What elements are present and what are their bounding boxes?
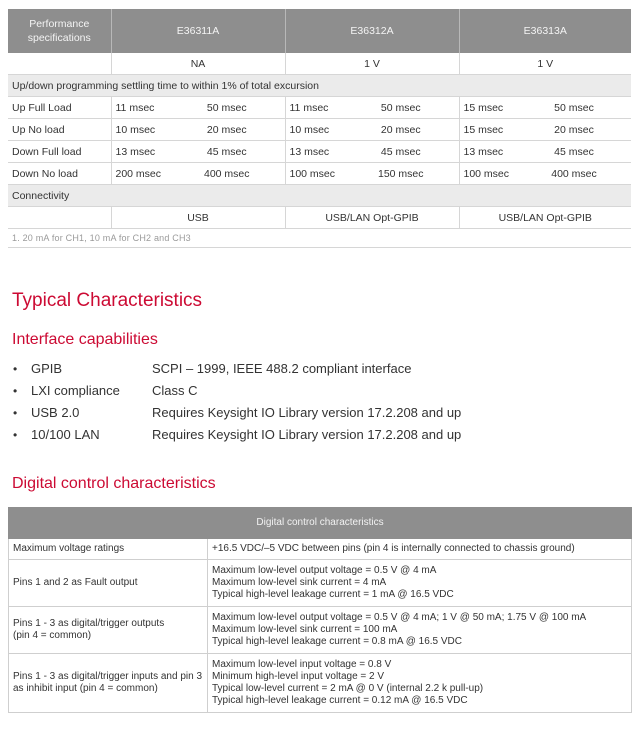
rating-cell: NA	[111, 53, 285, 75]
row-label	[9, 654, 208, 713]
table-cell: 45 msec	[343, 141, 459, 163]
row-label	[9, 539, 208, 560]
table-cell: 15 msec	[459, 119, 517, 141]
performance-spec-table	[8, 9, 631, 248]
table-cell: 100 msec	[285, 163, 343, 185]
value-line: Maximum low-level sink current = 100 mA	[212, 624, 398, 635]
row-value	[208, 607, 632, 654]
table-row	[9, 607, 632, 654]
interface-value: SCPI – 1999, IEEE 488.2 compliant interface	[152, 361, 412, 376]
table-cell: 200 msec	[111, 163, 169, 185]
settling-section-row	[8, 75, 631, 97]
table-cell: 20 msec	[169, 119, 285, 141]
table-cell: 45 msec	[517, 141, 631, 163]
value-line: Minimum high-level input voltage = 2 V	[212, 671, 385, 682]
connectivity-section-row	[8, 185, 631, 207]
value-line: Typical high-level leakage current = 1 mA @ 16.5 VDC	[212, 589, 454, 600]
bullet-icon: •	[13, 362, 18, 376]
table-cell: 10 msec	[111, 119, 169, 141]
rating-cell: 1 V	[459, 53, 631, 75]
label-line: Pins 1 - 3 as digital/trigger outputs	[13, 618, 165, 629]
spec-header-row	[8, 9, 631, 53]
table-cell: 45 msec	[169, 141, 285, 163]
table-row	[8, 141, 631, 163]
label-line: as inhibit input (pin 4 = common)	[13, 683, 158, 694]
table-cell: 13 msec	[285, 141, 343, 163]
bullet-icon: •	[13, 406, 18, 420]
table-row	[9, 539, 632, 560]
label-line: Pins 1 - 3 as digital/trigger inputs and pin 3	[13, 671, 202, 682]
interface-name: LXI compliance	[31, 383, 120, 398]
bullet-icon: •	[13, 384, 18, 398]
interface-value: Class C	[152, 383, 198, 398]
table-cell: 150 msec	[343, 163, 459, 185]
value-line: Typical high-level leakage current = 0.8 mA @ 16.5 VDC	[212, 636, 462, 647]
table-cell: 50 msec	[169, 97, 285, 119]
row-label	[9, 607, 208, 654]
table-cell: 100 msec	[459, 163, 517, 185]
bullet-icon: •	[13, 428, 18, 442]
table-cell: 10 msec	[285, 119, 343, 141]
row-label: Up Full Load	[8, 97, 111, 119]
interface-capabilities-heading: Interface capabilities	[12, 331, 158, 348]
value-line: Maximum low-level output voltage = 0.5 V @ 4 mA	[212, 565, 437, 576]
model-e36313a: E36313A	[459, 9, 631, 53]
table-cell: 50 msec	[343, 97, 459, 119]
footnote-row	[8, 229, 631, 248]
value-line: Maximum low-level sink current = 4 mA	[212, 577, 387, 588]
spec-header-label: Performance specifications	[8, 9, 111, 53]
model-e36312a: E36312A	[285, 9, 459, 53]
row-label: Down Full load	[8, 141, 111, 163]
model-e36311a: E36311A	[111, 9, 285, 53]
row-value	[208, 654, 632, 713]
row-label	[9, 560, 208, 607]
rating-row	[8, 53, 631, 75]
connectivity-cell: USB	[111, 207, 285, 229]
connectivity-cell: USB/LAN Opt-GPIB	[285, 207, 459, 229]
interface-value: Requires Keysight IO Library version 17.2.208 and up	[152, 405, 462, 420]
table-row	[9, 560, 632, 607]
row-label: Down No load	[8, 163, 111, 185]
table-cell: 13 msec	[111, 141, 169, 163]
connectivity-cell: USB/LAN Opt-GPIB	[459, 207, 631, 229]
interface-name: USB 2.0	[31, 405, 80, 420]
value-line: Maximum low-level input voltage = 0.8 V	[212, 659, 392, 670]
interface-name: 10/100 LAN	[31, 427, 100, 442]
table-cell: 11 msec	[285, 97, 343, 119]
settling-section-label: Up/down programming settling time to within 1% of total excursion	[8, 75, 631, 97]
label-line: (pin 4 = common)	[13, 630, 92, 641]
table-row	[9, 654, 632, 713]
table-row	[8, 163, 631, 185]
row-value	[208, 560, 632, 607]
interface-value: Requires Keysight IO Library version 17.2.208 and up	[152, 427, 462, 442]
table-cell: 15 msec	[459, 97, 517, 119]
table-cell: 11 msec	[111, 97, 169, 119]
table-cell: 400 msec	[517, 163, 631, 185]
table-cell: 13 msec	[459, 141, 517, 163]
value-line: Typical high-level leakage current = 0.12 mA @ 16.5 VDC	[212, 695, 468, 706]
table-cell: 20 msec	[343, 119, 459, 141]
table-cell: 20 msec	[517, 119, 631, 141]
digital-control-table	[8, 507, 632, 713]
table-cell: 400 msec	[169, 163, 285, 185]
connectivity-row	[8, 207, 631, 229]
table-cell: 50 msec	[517, 97, 631, 119]
table-row	[8, 97, 631, 119]
interface-name: GPIB	[31, 361, 63, 376]
label-line: Maximum voltage ratings	[13, 543, 125, 554]
footnote: 1. 20 mA for CH1, 10 mA for CH2 and CH3	[8, 229, 631, 248]
rating-cell: 1 V	[285, 53, 459, 75]
value-line: Maximum low-level output voltage = 0.5 V @ 4 mA; 1 V @ 50 mA; 1.75 V @ 100 mA	[212, 612, 587, 623]
table-row	[8, 119, 631, 141]
label-line: Pins 1 and 2 as Fault output	[13, 577, 138, 588]
value-line: +16.5 VDC/–5 VDC between pins (pin 4 is internally connected to chassis ground)	[212, 543, 575, 554]
digital-header-row	[9, 508, 632, 539]
row-label: Up No load	[8, 119, 111, 141]
digital-header: Digital control characteristics	[9, 508, 632, 539]
connectivity-section-label: Connectivity	[8, 185, 631, 207]
typical-characteristics-heading: Typical Characteristics	[12, 290, 203, 311]
row-value	[208, 539, 632, 560]
digital-control-heading: Digital control characteristics	[12, 475, 216, 492]
value-line: Typical low-level current = 2 mA @ 0 V (internal 2.2 k pull-up)	[212, 683, 484, 694]
